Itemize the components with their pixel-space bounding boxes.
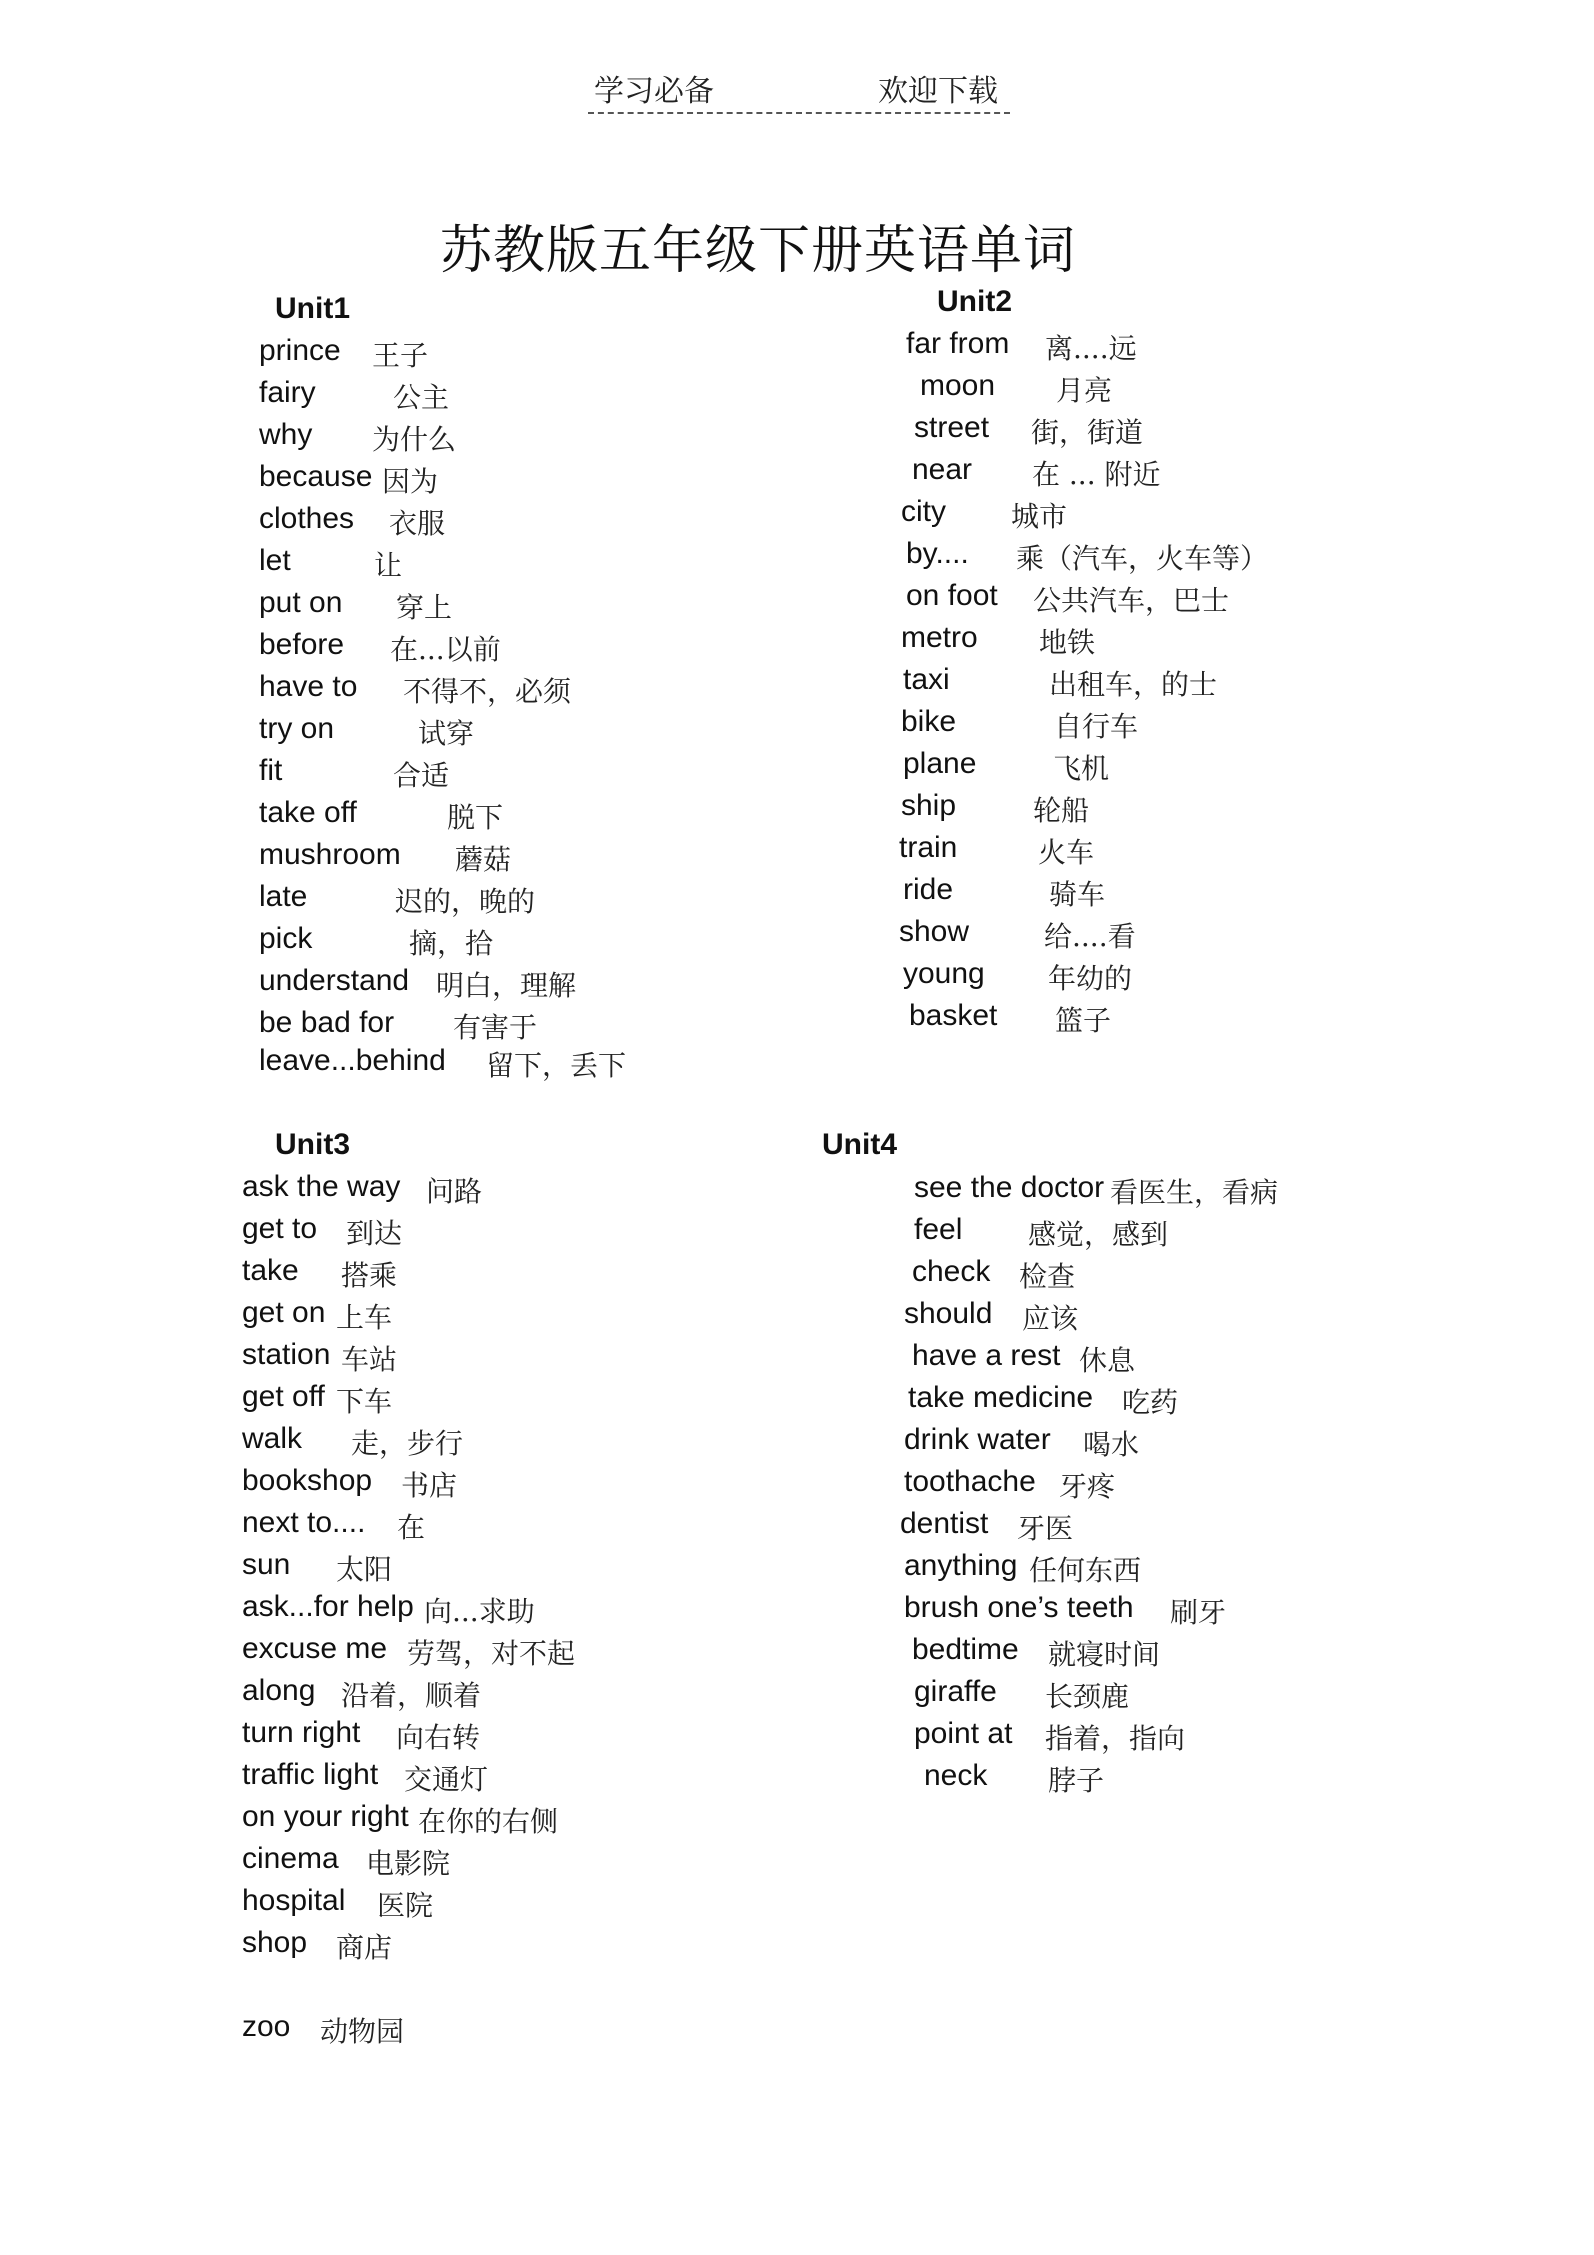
english-word: on foot — [906, 579, 998, 612]
chinese-meaning: 乘（汽车，火车等） — [1016, 542, 1269, 575]
chinese-meaning: 商店 — [336, 1931, 393, 1964]
english-word: check — [912, 1255, 991, 1288]
english-word: train — [899, 831, 958, 864]
chinese-meaning: 公共汽车，巴士 — [1033, 584, 1230, 617]
chinese-meaning: 迟的，晚的 — [395, 885, 536, 918]
chinese-meaning: 公主 — [393, 381, 450, 414]
english-word: try on — [259, 712, 335, 745]
english-word: walk — [242, 1422, 303, 1455]
english-word: near — [912, 453, 973, 486]
chinese-meaning: 上车 — [336, 1301, 393, 1334]
english-word: dentist — [900, 1507, 989, 1540]
english-word: ask...for help — [242, 1590, 414, 1623]
chinese-meaning: 检查 — [1019, 1260, 1076, 1293]
english-word: fairy — [259, 376, 316, 409]
chinese-meaning: 书店 — [401, 1469, 458, 1502]
english-word: should — [904, 1297, 993, 1330]
chinese-meaning: 搭乘 — [341, 1259, 398, 1292]
chinese-meaning: 任何东西 — [1029, 1554, 1142, 1587]
english-word: take off — [259, 796, 357, 829]
chinese-meaning: 问路 — [426, 1175, 483, 1208]
header-left-text: 学习必备 — [594, 74, 714, 109]
english-word: get on — [242, 1296, 326, 1329]
chinese-meaning: 休息 — [1079, 1344, 1136, 1377]
chinese-meaning: 向...求助 — [424, 1595, 535, 1628]
chinese-meaning: 到达 — [346, 1217, 403, 1250]
chinese-meaning: 城市 — [1011, 500, 1068, 533]
english-word: traffic light — [242, 1758, 379, 1791]
english-word: bike — [901, 705, 957, 738]
english-word: clothes — [259, 502, 355, 535]
chinese-meaning: 不得不，必须 — [403, 675, 572, 708]
chinese-meaning: 太阳 — [336, 1553, 393, 1586]
page-header — [588, 66, 1010, 114]
english-word: cinema — [242, 1842, 339, 1875]
english-word: have to — [259, 670, 358, 703]
chinese-meaning: 感觉，感到 — [1028, 1218, 1169, 1251]
chinese-meaning: 沿着，顺着 — [341, 1679, 482, 1712]
english-word: let — [259, 544, 291, 577]
chinese-meaning: 为什么 — [372, 423, 457, 456]
english-word: get to — [242, 1212, 318, 1245]
chinese-meaning: 在 — [397, 1511, 426, 1544]
english-word: neck — [924, 1759, 988, 1792]
english-word: pick — [259, 922, 313, 955]
chinese-meaning: 喝水 — [1083, 1428, 1140, 1461]
chinese-meaning: 脱下 — [447, 801, 504, 834]
chinese-meaning: 飞机 — [1053, 752, 1110, 785]
english-word: next to.... — [242, 1506, 366, 1539]
chinese-meaning: 给....看 — [1044, 920, 1136, 953]
chinese-meaning: 走，步行 — [351, 1427, 464, 1460]
english-word: far from — [906, 327, 1010, 360]
chinese-meaning: 在...以前 — [390, 633, 501, 666]
english-word: take medicine — [908, 1381, 1094, 1414]
english-word: ship — [901, 789, 957, 822]
chinese-meaning: 吃药 — [1122, 1386, 1179, 1419]
english-word: young — [903, 957, 985, 990]
english-word: basket — [909, 999, 998, 1032]
chinese-meaning: 衣服 — [389, 507, 446, 540]
english-word: station — [242, 1338, 331, 1371]
chinese-meaning: 就寝时间 — [1048, 1638, 1161, 1671]
english-word: plane — [903, 747, 977, 780]
chinese-meaning: 篮子 — [1055, 1004, 1112, 1037]
english-word: drink water — [904, 1423, 1051, 1456]
chinese-meaning: 有害于 — [453, 1011, 538, 1044]
english-word: put on — [259, 586, 343, 619]
english-word: bookshop — [242, 1464, 373, 1497]
unit1-title: Unit1 — [275, 292, 350, 325]
chinese-meaning: 离....远 — [1045, 332, 1137, 365]
chinese-meaning: 自行车 — [1054, 710, 1139, 743]
english-word: fit — [259, 754, 283, 787]
english-word: brush one’s teeth — [904, 1591, 1134, 1624]
chinese-meaning: 留下，丢下 — [486, 1049, 627, 1082]
chinese-meaning: 牙医 — [1017, 1512, 1074, 1545]
english-word: metro — [901, 621, 978, 654]
chinese-meaning: 看医生，看病 — [1110, 1176, 1279, 1209]
english-word: leave...behind — [259, 1044, 446, 1077]
english-word: point at — [914, 1717, 1013, 1750]
english-word: turn right — [242, 1716, 361, 1749]
chinese-meaning: 医院 — [377, 1889, 434, 1922]
english-word: sun — [242, 1548, 291, 1581]
english-word: street — [914, 411, 990, 444]
english-word: zoo — [242, 2010, 291, 2043]
english-word: hospital — [242, 1884, 346, 1917]
chinese-meaning: 试穿 — [418, 717, 475, 750]
chinese-meaning: 指着，指向 — [1045, 1722, 1186, 1755]
chinese-meaning: 下车 — [336, 1385, 393, 1418]
header-right-text: 欢迎下载 — [878, 74, 998, 109]
english-word: understand — [259, 964, 410, 997]
chinese-meaning: 交通灯 — [404, 1763, 489, 1796]
chinese-meaning: 电影院 — [366, 1847, 451, 1880]
chinese-meaning: 骑车 — [1049, 878, 1106, 911]
chinese-meaning: 月亮 — [1056, 374, 1113, 407]
english-word: bedtime — [912, 1633, 1019, 1666]
chinese-meaning: 劳驾，对不起 — [407, 1637, 576, 1670]
english-word: prince — [259, 334, 341, 367]
unit3-title: Unit3 — [275, 1128, 350, 1161]
english-word: anything — [904, 1549, 1018, 1582]
english-word: get off — [242, 1380, 325, 1413]
chinese-meaning: 牙疼 — [1059, 1470, 1116, 1503]
chinese-meaning: 动物园 — [320, 2015, 405, 2048]
english-word: shop — [242, 1926, 308, 1959]
english-word: before — [259, 628, 345, 661]
chinese-meaning: 明白，理解 — [436, 969, 577, 1002]
english-word: excuse me — [242, 1632, 388, 1665]
english-word: late — [259, 880, 308, 913]
english-word: taxi — [903, 663, 950, 696]
english-word: by.... — [906, 537, 969, 570]
unit2-title: Unit2 — [937, 285, 1012, 318]
english-word: giraffe — [914, 1675, 997, 1708]
chinese-meaning: 摘，拾 — [409, 927, 494, 960]
english-word: city — [901, 495, 946, 528]
chinese-meaning: 蘑菇 — [455, 843, 512, 876]
english-word: see the doctor — [914, 1171, 1105, 1204]
chinese-meaning: 年幼的 — [1048, 962, 1133, 995]
chinese-meaning: 轮船 — [1033, 794, 1090, 827]
chinese-meaning: 火车 — [1038, 836, 1095, 869]
chinese-meaning: 脖子 — [1048, 1764, 1105, 1797]
english-word: because — [259, 460, 373, 493]
chinese-meaning: 街，街道 — [1031, 416, 1144, 449]
unit4-title: Unit4 — [822, 1128, 897, 1161]
english-word: why — [259, 418, 313, 451]
chinese-meaning: 车站 — [341, 1343, 398, 1376]
chinese-meaning: 在你的右侧 — [418, 1805, 559, 1838]
chinese-meaning: 向右转 — [396, 1721, 481, 1754]
chinese-meaning: 合适 — [393, 759, 450, 792]
page-title: 苏教版五年级下册英语单词 — [440, 221, 1077, 281]
english-word: be bad for — [259, 1006, 395, 1039]
chinese-meaning: 在 ... 附近 — [1032, 458, 1161, 491]
english-word: along — [242, 1674, 316, 1707]
english-word: mushroom — [259, 838, 401, 871]
chinese-meaning: 应该 — [1022, 1302, 1079, 1335]
english-word: have a rest — [912, 1339, 1061, 1372]
chinese-meaning: 地铁 — [1039, 626, 1096, 659]
chinese-meaning: 出租车，的士 — [1049, 668, 1218, 701]
english-word: ask the way — [242, 1170, 401, 1203]
english-word: on your right — [242, 1800, 409, 1833]
english-word: show — [899, 915, 970, 948]
english-word: feel — [914, 1213, 963, 1246]
english-word: ride — [903, 873, 954, 906]
english-word: take — [242, 1254, 299, 1287]
chinese-meaning: 长颈鹿 — [1045, 1680, 1130, 1713]
chinese-meaning: 让 — [374, 549, 403, 582]
chinese-meaning: 王子 — [372, 339, 429, 372]
english-word: toothache — [904, 1465, 1036, 1498]
chinese-meaning: 因为 — [382, 465, 439, 498]
english-word: moon — [920, 369, 996, 402]
chinese-meaning: 穿上 — [396, 591, 453, 624]
chinese-meaning: 刷牙 — [1170, 1596, 1227, 1629]
